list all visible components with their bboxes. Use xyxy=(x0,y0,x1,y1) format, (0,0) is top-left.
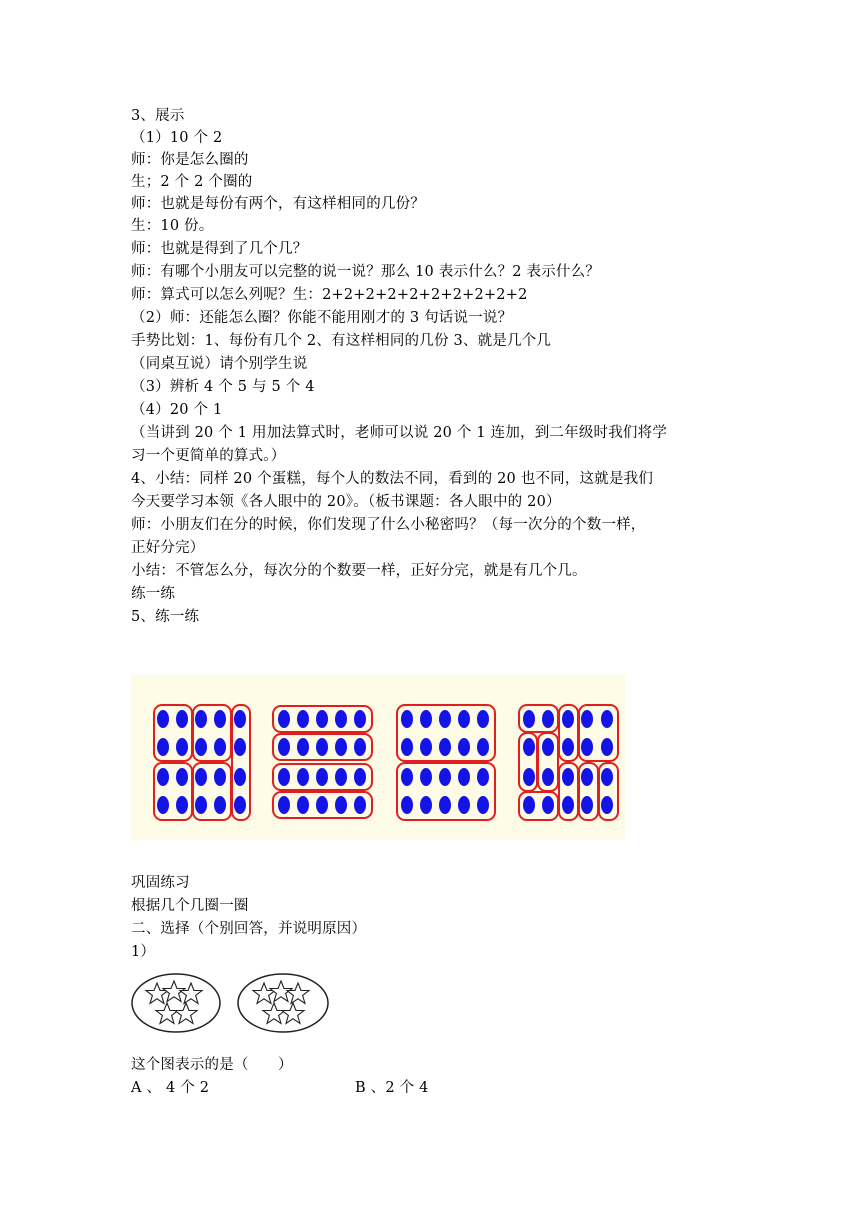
text-line: 今天要学习本领《各人眼中的 20》。（板书课题：各人眼中的 20） xyxy=(131,494,561,510)
text-line: 1） xyxy=(131,944,156,960)
blue-dot xyxy=(316,738,328,756)
text-line: 生：10 份。 xyxy=(131,218,214,234)
blue-dot xyxy=(601,768,613,786)
text-line: 师：也就是得到了几个几？ xyxy=(131,241,308,257)
blue-dot xyxy=(542,710,554,728)
blue-dot xyxy=(477,796,489,814)
blue-dot xyxy=(278,768,290,786)
blue-dot xyxy=(401,796,413,814)
text-line: 师：也就是每份有两个，有这样相同的几份？ xyxy=(131,196,425,212)
text-line: （1）10 个 2 xyxy=(131,130,223,146)
blue-dot xyxy=(176,710,188,728)
question-text: 这个图表示的是（ ） xyxy=(131,1057,293,1073)
text-line: 练一练 xyxy=(131,586,176,602)
blue-dot xyxy=(458,738,470,756)
blue-dot xyxy=(297,768,309,786)
blue-dot xyxy=(542,796,554,814)
star-group-svg xyxy=(131,972,331,1034)
text-line: 习一个更简单的算式。） xyxy=(131,448,286,464)
section-heading: 4、小结：同样 20 个蛋糕，每个人的数法不同，看到的 20 也不同，这就是我们 xyxy=(131,471,654,487)
blue-dot xyxy=(195,768,207,786)
section-heading: 二、选择（个别回答，并说明原因） xyxy=(131,921,367,937)
blue-dot xyxy=(278,710,290,728)
blue-dot xyxy=(176,738,188,756)
blue-dot xyxy=(316,710,328,728)
text-line: 师：算式可以怎么列呢？生：2+2+2+2+2+2+2+2+2+2 xyxy=(131,287,528,303)
blue-dot xyxy=(601,796,613,814)
blue-dot xyxy=(195,796,207,814)
blue-dot xyxy=(157,796,169,814)
blue-dot xyxy=(542,738,554,756)
text-line: 根据几个几圈一圈 xyxy=(131,898,249,914)
text-line: 师：有哪个小朋友可以完整的说一说？那么 10 表示什么？2 表示什么？ xyxy=(131,264,601,280)
blue-dot xyxy=(420,710,432,728)
blue-dot xyxy=(458,796,470,814)
text-line: （4）20 个 1 xyxy=(131,402,223,418)
blue-dot xyxy=(214,768,226,786)
blue-dot xyxy=(458,710,470,728)
blue-dot xyxy=(601,738,613,756)
star-group-figure xyxy=(131,972,331,1034)
section-heading: 3、展示 xyxy=(131,108,185,124)
blue-dot xyxy=(157,710,169,728)
section-heading: 5、练一练 xyxy=(131,609,200,625)
blue-dot xyxy=(523,710,535,728)
blue-dot xyxy=(195,738,207,756)
text-line: 师：小朋友们在分的时候，你们发现了什么小秘密吗？（每一次分的个数一样， xyxy=(131,517,646,533)
text-line: 手势比划：1、每份有几个 2、有这样相同的几份 3、就是几个几 xyxy=(131,333,552,349)
blue-dot xyxy=(157,738,169,756)
blue-dot xyxy=(354,768,366,786)
blue-dot xyxy=(234,768,246,786)
blue-dot xyxy=(335,710,347,728)
dot-grid-figure xyxy=(131,675,625,840)
blue-dot xyxy=(523,738,535,756)
blue-dot xyxy=(234,710,246,728)
text-line: （当讲到 20 个 1 用加法算式时，老师可以说 20 个 1 连加，到二年级时我们将学 xyxy=(131,425,668,441)
blue-dot xyxy=(581,738,593,756)
blue-dot xyxy=(477,768,489,786)
text-line: （2）师：还能怎么圈？你能不能用刚才的 3 句话说一说？ xyxy=(131,310,513,326)
text-line: 正好分完） xyxy=(131,540,205,556)
blue-dot xyxy=(581,710,593,728)
blue-dot xyxy=(562,796,574,814)
blue-dot xyxy=(297,738,309,756)
blue-dot xyxy=(234,738,246,756)
blue-dot xyxy=(420,796,432,814)
blue-dot xyxy=(581,796,593,814)
text-line: （同桌互说）请个别学生说 xyxy=(131,356,308,372)
blue-dot xyxy=(542,768,554,786)
blue-dot xyxy=(401,768,413,786)
blue-dot xyxy=(420,768,432,786)
blue-dot xyxy=(234,796,246,814)
answer-option-b: B 、2 个 4 xyxy=(355,1080,429,1096)
star-group-ellipse xyxy=(132,974,220,1032)
blue-dot xyxy=(601,710,613,728)
blue-dot xyxy=(581,768,593,786)
section-heading: 巩固练习 xyxy=(131,875,190,891)
blue-dot xyxy=(523,768,535,786)
blue-dot xyxy=(157,768,169,786)
blue-dot xyxy=(562,710,574,728)
blue-dot xyxy=(354,796,366,814)
star-group-ellipse xyxy=(238,974,328,1032)
blue-dot xyxy=(420,738,432,756)
blue-dot xyxy=(297,710,309,728)
blue-dot xyxy=(195,710,207,728)
blue-dot xyxy=(316,796,328,814)
answer-option-a: A 、 4 个 2 xyxy=(131,1080,210,1096)
blue-dot xyxy=(335,738,347,756)
blue-dot xyxy=(335,768,347,786)
blue-dot xyxy=(439,738,451,756)
dot-grid-svg xyxy=(131,675,625,840)
blue-dot xyxy=(278,796,290,814)
blue-dot xyxy=(401,710,413,728)
blue-dot xyxy=(477,710,489,728)
blue-dot xyxy=(214,738,226,756)
text-line: （3）辨析 4 个 5 与 5 个 4 xyxy=(131,379,315,395)
blue-dot xyxy=(176,768,188,786)
blue-dot xyxy=(477,738,489,756)
blue-dot xyxy=(523,796,535,814)
blue-dot xyxy=(439,768,451,786)
blue-dot xyxy=(439,796,451,814)
blue-dot xyxy=(354,710,366,728)
blue-dot xyxy=(458,768,470,786)
blue-dot xyxy=(562,768,574,786)
blue-dot xyxy=(401,738,413,756)
blue-dot xyxy=(439,710,451,728)
text-line: 生；2 个 2 个圈的 xyxy=(131,174,253,190)
blue-dot xyxy=(562,738,574,756)
blue-dot xyxy=(214,710,226,728)
blue-dot xyxy=(278,738,290,756)
blue-dot xyxy=(214,796,226,814)
text-line: 小结：不管怎么分，每次分的个数要一样，正好分完，就是有几个几。 xyxy=(131,563,587,579)
blue-dot xyxy=(297,796,309,814)
blue-dot xyxy=(316,768,328,786)
blue-dot xyxy=(335,796,347,814)
text-line: 师：你是怎么圈的 xyxy=(131,152,249,168)
blue-dot xyxy=(354,738,366,756)
blue-dot xyxy=(176,796,188,814)
